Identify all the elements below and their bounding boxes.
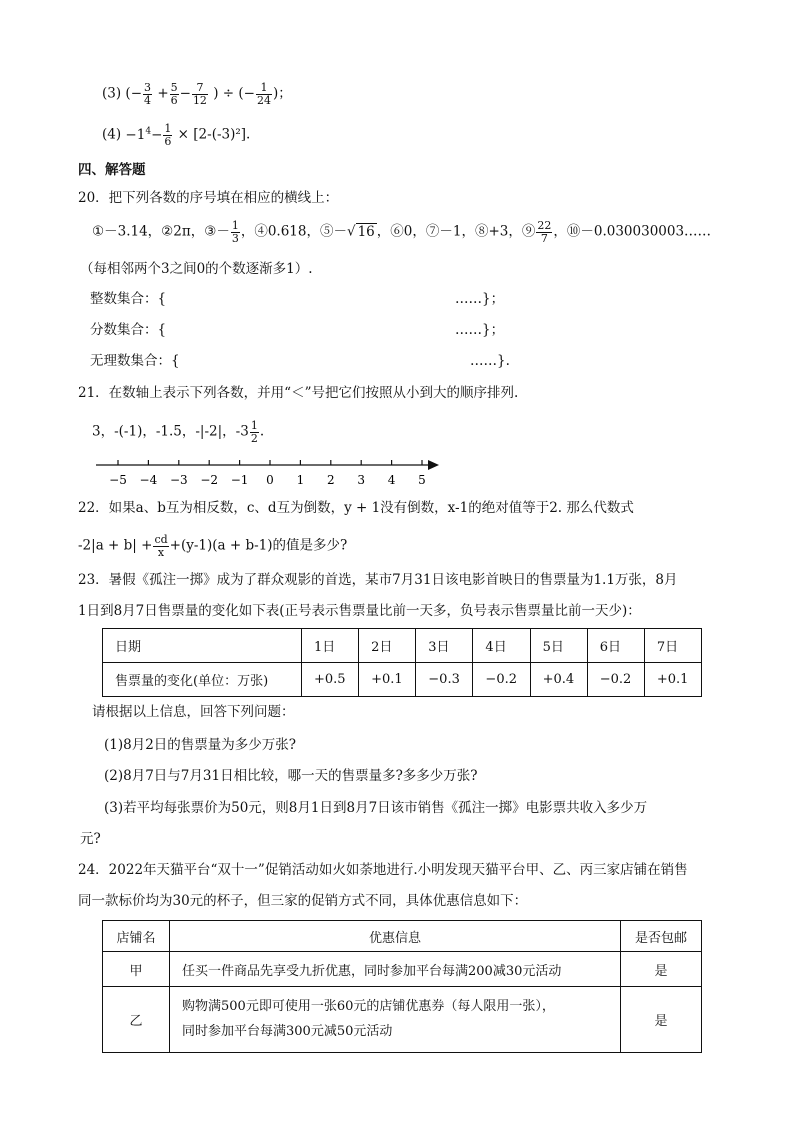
axis-tick-label: 0 — [266, 473, 274, 487]
table-row — [103, 952, 702, 987]
table-row — [103, 987, 702, 1053]
axis-tick-label: −4 — [139, 473, 158, 487]
table-cell: +0.4 — [530, 663, 587, 697]
table-cell: +0.5 — [302, 663, 359, 697]
integer-set-end: ……}； — [455, 291, 505, 307]
fraction: $\frac{1}{3}$ — [231, 219, 239, 245]
table-cell: 是否包邮 — [621, 921, 702, 952]
info-line: 同时参加平台每满300元减50元活动 — [182, 1023, 393, 1039]
info-line: 购物满500元即可使用一张60元的店铺优惠券（每人限用一张）， — [182, 998, 555, 1014]
ticket-table — [102, 628, 702, 697]
shop-table — [102, 920, 702, 1053]
q23-sub2: (2)8月7日与7月31日相比较，哪一天的售票量多?多多少万张? — [104, 768, 478, 784]
q22-line1: 22．如果a、b互为相反数，c、d互为倒数，y + 1没有倒数，x-1的绝对值等于2. 那么代数式 — [78, 500, 634, 516]
table-cell: 1日 — [302, 629, 359, 663]
table-cell: +0.1 — [359, 663, 416, 697]
table-cell: 乙 — [103, 987, 170, 1053]
axis-tick-label: 1 — [296, 473, 305, 487]
fraction-set-end: ……}； — [455, 322, 505, 338]
q20-title: 20．把下列各数的序号填在相应的横线上： — [78, 190, 339, 206]
q20-note: （每相邻两个3之间0的个数逐渐多1）. — [80, 261, 313, 277]
q23-sub1: (1)8月2日的售票量为多少万张? — [104, 737, 297, 753]
axis-tick-label: −5 — [109, 473, 127, 487]
fraction: $\frac{7}{12}$ — [192, 81, 207, 107]
q23-line1: 23．暑假《孤注一掷》成为了群众观影的首选，某市7月31日该电影首映日的售票量为1.1万张，8月 — [78, 572, 678, 588]
irrational-set-end: ……}. — [470, 353, 510, 369]
q24-line1: 24．2022年天猫平台“双十一”促销活动如火如荼地进行.小明发现天猫平台甲、乙、丙三家店铺在销售 — [78, 862, 688, 878]
axis-tick-label: −1 — [230, 473, 249, 487]
q23-sub3-line1: (3)若平均每张票价为50元，则8月1日到8月7日该市销售《孤注一掷》电影票共收入多少万 — [104, 800, 648, 816]
axis-tick-label: 3 — [357, 473, 366, 487]
fraction: $\frac{cd}{x}$ — [154, 533, 168, 559]
irrational-set-label: 无理数集合：{ — [90, 353, 180, 369]
table-cell — [170, 987, 621, 1053]
table-cell: 店铺名 — [103, 921, 170, 952]
axis-tick-label: −2 — [200, 473, 219, 487]
fraction-set-label: 分数集合：{ — [90, 322, 167, 338]
fraction: $\frac{1}{2}$ — [250, 419, 258, 445]
section-title: 四、解答题 — [78, 162, 146, 178]
q19-part4: $(4) -1^4-$ $\frac{1}{6}$ × [2-(-3)²]. — [102, 122, 251, 148]
table-header-row — [103, 921, 702, 952]
table-cell: 优惠信息 — [170, 921, 621, 952]
table-header-row — [103, 629, 702, 663]
table-cell: 是 — [621, 987, 702, 1053]
number-line — [90, 452, 450, 492]
table-cell: 售票量的变化(单位：万张) — [103, 663, 302, 697]
fraction: $\frac{3}{4}$ — [144, 81, 152, 107]
fraction: $\frac{5}{6}$ — [170, 81, 178, 107]
table-cell: 任买一件商品先享受九折优惠，同时参加平台每满200减30元活动 — [170, 952, 621, 987]
q24-line2: 同一款标价均为30元的杯子，但三家的促销方式不同，具体优惠信息如下： — [78, 893, 528, 909]
q19-part3: (3) (− $\frac{3}{4}$ + $\frac{5}{6}$ − $\frac{7}{12}$ ) ÷ (− $\frac{1}{24}$ )； — [102, 81, 292, 107]
axis-arrow — [428, 460, 439, 470]
q20-numbers: ①－3.14，②2π，③－ $\frac{1}{3}$ ，④0.618，⑤－√ 16 ，⑥0，⑦－1，⑧+3，⑨ $\frac{22}{7}$ ，⑩－0.030030003…… — [92, 219, 712, 245]
table-cell: 3日 — [416, 629, 473, 663]
q23-line2: 1日到8月7日售票量的变化如下表(正号表示售票量比前一天多，负号表示售票量比前一天少)： — [78, 603, 641, 619]
table-cell: −0.2 — [473, 663, 530, 697]
table-cell: 2日 — [359, 629, 416, 663]
axis-tick-label: 4 — [387, 473, 396, 487]
q21-title: 21．在数轴上表示下列各数，并用“＜”号把它们按照从小到大的顺序排列. — [78, 385, 519, 401]
table-cell: −0.3 — [416, 663, 473, 697]
axis-tick-label: −3 — [169, 473, 188, 487]
axis-tick-label: 5 — [418, 473, 426, 487]
fraction: $\frac{1}{24}$ — [256, 81, 271, 107]
table-cell: 甲 — [103, 952, 170, 987]
integer-set-label: 整数集合：{ — [90, 291, 167, 307]
table-cell: 6日 — [587, 629, 644, 663]
table-cell: 7日 — [644, 629, 701, 663]
q22-expression: -2|a + b| + $\frac{cd}{x}$ +(y-1)(a + b-1)的值是多少? — [78, 533, 348, 559]
fraction: $\frac{22}{7}$ — [537, 219, 552, 245]
table-cell: 日期 — [103, 629, 302, 663]
table-cell: 5日 — [530, 629, 587, 663]
table-cell: +0.1 — [644, 663, 701, 697]
q23-prompt: 请根据以上信息，回答下列问题： — [92, 704, 295, 720]
table-cell: 4日 — [473, 629, 530, 663]
table-row — [103, 663, 702, 697]
table-cell: −0.2 — [587, 663, 644, 697]
q21-numbers: 3，-(-1)，-1.5，-|-2|，-3 $\frac{1}{2}$ . — [92, 419, 265, 445]
table-cell: 是 — [621, 952, 702, 987]
fraction: $\frac{1}{6}$ — [164, 122, 172, 148]
axis-tick-label: 2 — [326, 473, 335, 487]
q23-sub3-line2: 元? — [80, 831, 101, 847]
